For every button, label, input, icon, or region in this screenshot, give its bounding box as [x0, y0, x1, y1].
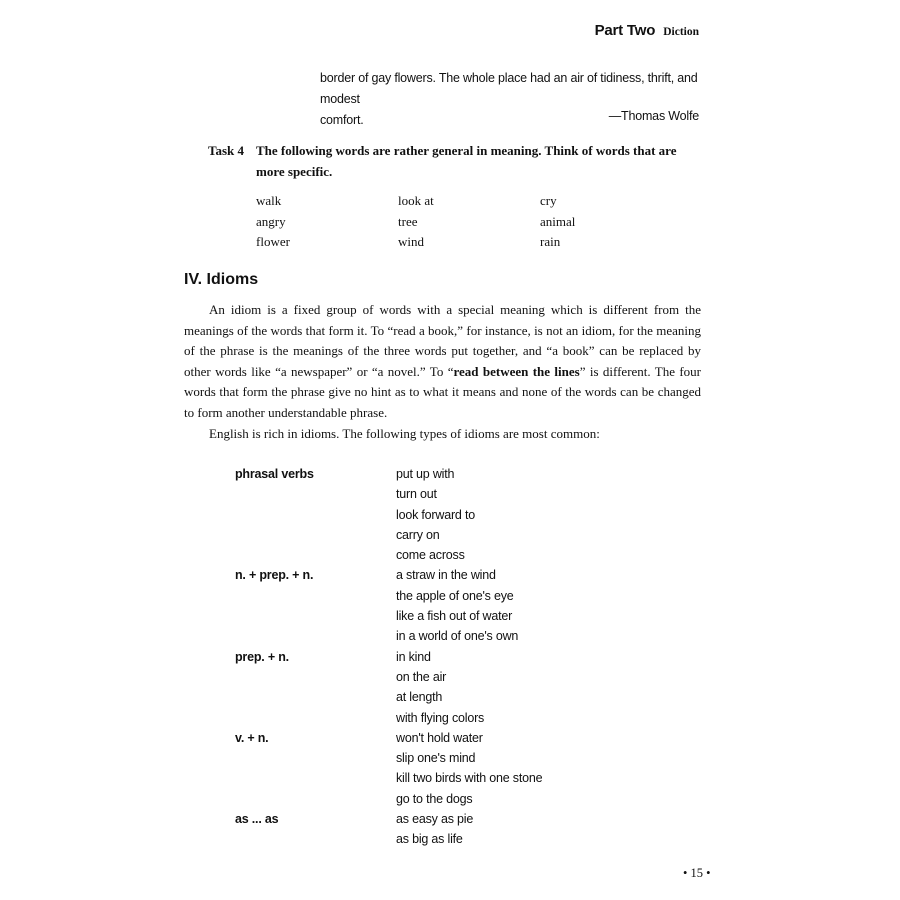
idiom-example: carry on: [396, 527, 440, 542]
page-number: • 15 •: [683, 866, 711, 880]
word-cell: flower: [256, 234, 290, 249]
paragraph-intro-types: English is rich in idioms. The following types of idioms are most common:: [209, 425, 600, 441]
paragraph-idiom-definition: [184, 300, 701, 424]
paragraph-text: ” is different. The four words that form the phrase give no hint as to what it means and none of the words can be changed to form another understandable phrase.: [184, 363, 702, 420]
quote-attribution: —Thomas Wolfe: [608, 109, 699, 123]
idiom-group: [235, 565, 542, 646]
idiom-example: in a world of one's own: [396, 629, 519, 644]
word-cell: animal: [540, 213, 576, 229]
idiom-example: kill two birds with one stone: [396, 771, 543, 786]
idiom-group: [235, 464, 542, 565]
running-head: [595, 22, 699, 40]
idiom-example: as big as life: [396, 832, 463, 847]
task-number: Task 4: [208, 143, 245, 158]
idiom-example: in kind: [396, 649, 431, 664]
idiom-group: [235, 728, 542, 809]
word-cell: walk: [256, 193, 282, 208]
idiom-examples: [396, 647, 484, 728]
section-heading: IV. Idioms: [184, 271, 259, 288]
task-instruction: The following words are rather general in meaning. Think of words that are more specific.: [256, 143, 677, 179]
word-cell: tree: [398, 213, 418, 229]
quote-line: border of gay flowers. The whole place had an air of tidiness, thrift, and modest: [320, 71, 698, 106]
idiom-example: as easy as pie: [396, 812, 474, 827]
idiom-types-list: [235, 464, 542, 850]
idiom-example: a straw in the wind: [396, 568, 496, 583]
idiom-group: [235, 647, 542, 728]
idiom-example: like a fish out of water: [396, 609, 513, 624]
word-grid: [256, 191, 656, 253]
word-cell: cry: [540, 193, 557, 208]
idiom-example: on the air: [396, 669, 447, 684]
idiom-examples: [396, 565, 518, 646]
word-cell: rain: [540, 234, 561, 249]
idiom-example: with flying colors: [396, 710, 485, 725]
idiom-examples: [396, 464, 475, 565]
idiom-example: won't hold water: [396, 730, 483, 745]
idiom-type-label: as ... as: [235, 812, 279, 827]
idiom-example: put up with: [396, 467, 455, 481]
idiom-examples: [396, 728, 542, 809]
word-row: [256, 191, 656, 212]
word-cell: angry: [256, 213, 286, 229]
idiom-group: [235, 809, 542, 850]
idiom-example: come across: [396, 548, 465, 563]
idiom-example: look forward to: [396, 507, 475, 522]
task-4: [208, 140, 700, 182]
idiom-example: turn out: [396, 487, 437, 502]
idiom-examples: [396, 809, 473, 850]
word-row: [256, 232, 656, 253]
part-title: Part Two: [594, 22, 656, 39]
idiom-example: at length: [396, 690, 443, 705]
section-subtitle: Diction: [663, 26, 699, 38]
idiom-example: the apple of one's eye: [396, 588, 514, 603]
word-row: [256, 212, 656, 233]
idiom-type-label: n. + prep. + n.: [235, 568, 314, 583]
idiom-type-label: prep. + n.: [235, 649, 289, 664]
paragraph-text: An idiom is a fixed group of words with a special meaning which is different from the meanings of the words that form it. To “read a book,” for instance, is not an idiom, for the meaning of the phrase is the meanings of the three words put together, and “a book” can be replaced by other words like “a newspaper” or “a novel.” To “: [184, 302, 701, 379]
idiom-type-label: v. + n.: [235, 730, 269, 745]
idiom-type-label: phrasal verbs: [235, 467, 314, 481]
idiom-example: go to the dogs: [396, 791, 473, 806]
idiom-example: slip one's mind: [396, 751, 476, 766]
body-text: [184, 300, 701, 444]
word-cell: wind: [398, 234, 424, 249]
bold-phrase: read between the lines: [453, 363, 580, 379]
quote-line: comfort.: [320, 113, 364, 127]
word-cell: look at: [398, 193, 434, 208]
